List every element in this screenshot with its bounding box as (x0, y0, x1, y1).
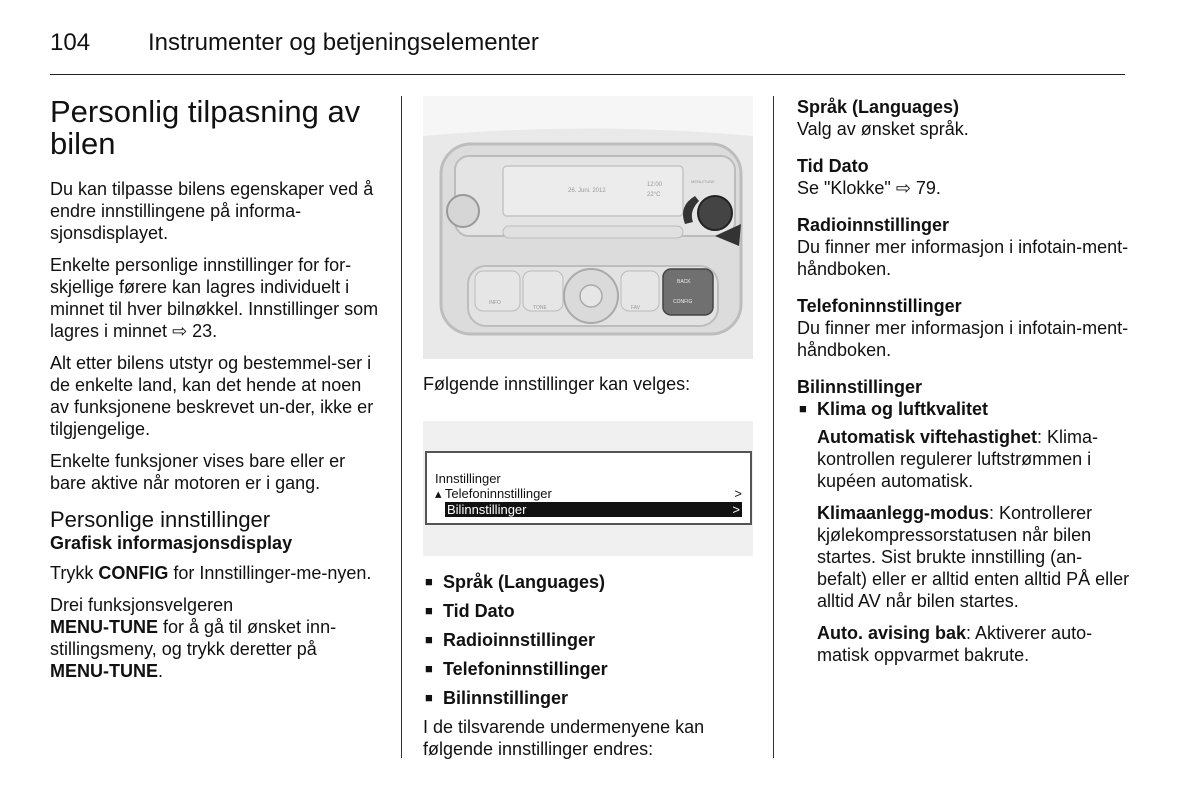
setting-heading: Telefoninnstillinger (797, 296, 962, 316)
section-title: Personlig tilpasning av bilen (50, 94, 361, 161)
back-button-label: BACK (677, 279, 691, 285)
paragraph: Alt etter bilens utstyr og bestemmel-ser i de enkelte land, kan det hende at noen av funksjonene beskrevet un-der, ikke er tilgjengelige. (50, 353, 374, 439)
setting-block (797, 376, 1132, 666)
list-item: ■ Telefoninnstillinger (423, 658, 753, 680)
paragraph: Drei funksjonsvelgeren MENU-TUNE for å gå til ønsket inn-stillingsmeny, og trykk deretter på MENU-TUNE. (50, 595, 337, 681)
list-item: ■ Klima og luftkvalitet (797, 398, 1132, 420)
paragraph: Auto. avising bak: Aktiverer auto-matisk oppvarmet bakrute. (817, 623, 1093, 665)
chevron-right-icon: > (732, 502, 740, 517)
info-button-label: INFO (489, 300, 501, 306)
menu-tune-knob (698, 196, 732, 230)
column-1 (50, 96, 385, 692)
running-header: Instrumenter og betjeningselementer (148, 29, 539, 56)
tone-button-label: TONE (533, 305, 547, 311)
setting-heading: Radioinnstillinger (797, 215, 950, 235)
setting-heading: Bilinnstillinger (797, 377, 923, 397)
settings-list (423, 571, 753, 709)
paragraph: Klimaanlegg-modus: Kontrollerer kjølekompressorstatusen når bilen startes. Sist brukte innstilling (an-befalt) eller er alltid enten alltid PÅ eller alltid AV når bilen startes. (817, 503, 1130, 611)
list-item: ■ Bilinnstillinger (423, 687, 753, 709)
display-time: 12:00 (647, 182, 663, 188)
chevron-right-icon: > (734, 486, 742, 501)
paragraph: Trykk CONFIG for Innstillinger-me-nyen. (50, 563, 372, 583)
page-reference: ⇨ 23. (172, 321, 218, 341)
paragraph: I de tilsvarende undermenyene kan følgende innstillinger endres: (423, 717, 705, 759)
setting-heading: Tid Dato (797, 156, 869, 176)
list-item: ■ Tid Dato (423, 600, 753, 622)
volume-knob (447, 195, 479, 227)
setting-heading: Språk (Languages) (797, 97, 960, 117)
display-item-selected: Bilinnstillinger > (447, 502, 740, 517)
setting-block: Telefoninnstillinger Du finner mer informasjon i infotain-ment-håndboken. (797, 295, 1132, 361)
column-2 (423, 96, 753, 760)
display-title: Innstillinger (435, 471, 501, 486)
list-item: ■ Språk (Languages) (423, 571, 753, 593)
page-number: 104 (50, 29, 91, 56)
subsection-title: Personlige innstillinger (50, 507, 271, 532)
display-frame (425, 451, 752, 525)
paragraph: Enkelte funksjoner vises bare eller er bare aktive når motoren er i gang. (50, 451, 346, 493)
control-name: MENU-TUNE (50, 617, 158, 637)
column-divider-2 (773, 96, 774, 758)
column-3 (797, 96, 1132, 676)
fav-button-label: FAV (631, 305, 641, 311)
paragraph: Automatisk viftehastighet: Klima-kontrollen regulerer luftstrømmen i kupéen automatisk. (817, 427, 1099, 491)
paragraph: Følgende innstillinger kan velges: (423, 374, 691, 394)
header-rule (50, 74, 1125, 75)
setting-block: Språk (Languages) Valg av ønsket språk. (797, 96, 1132, 140)
paragraph: Du kan tilpasse bilens egenskaper ved å endre innstillingene på informa-sjonsdisplayet. (50, 179, 374, 243)
radio-panel-drawing (423, 96, 753, 359)
subsection-subtitle: Grafisk informasjonsdisplay (50, 533, 293, 553)
settings-screen-illustration (423, 421, 753, 556)
setting-block: Radioinnstillinger Du finner mer informasjon i infotain-ment-håndboken. (797, 214, 1132, 280)
display-temp: 22°C (647, 192, 661, 198)
display-date: 26. Juni. 2012 (568, 188, 606, 194)
menu-tune-label: MENU/TUNE (691, 179, 715, 184)
display-item-telefon: ▴ Telefoninnstillinger (435, 486, 552, 501)
list-item: ■ Radioinnstillinger (423, 629, 753, 651)
dashboard-illustration (423, 96, 753, 359)
control-name: MENU-TUNE (50, 661, 158, 681)
setting-block: Tid Dato Se "Klokke" ⇨ 79. (797, 155, 1132, 199)
config-button (663, 269, 713, 315)
column-divider-1 (401, 96, 402, 758)
paragraph: Enkelte personlige innstillinger for for-skjellige førere kan lagres individuelt i minnet til hver bilnøkkel. Innstillinger som lagres i minnet ⇨ 23. (50, 255, 379, 341)
control-name: CONFIG (98, 563, 169, 583)
config-button-label: CONFIG (673, 299, 693, 305)
